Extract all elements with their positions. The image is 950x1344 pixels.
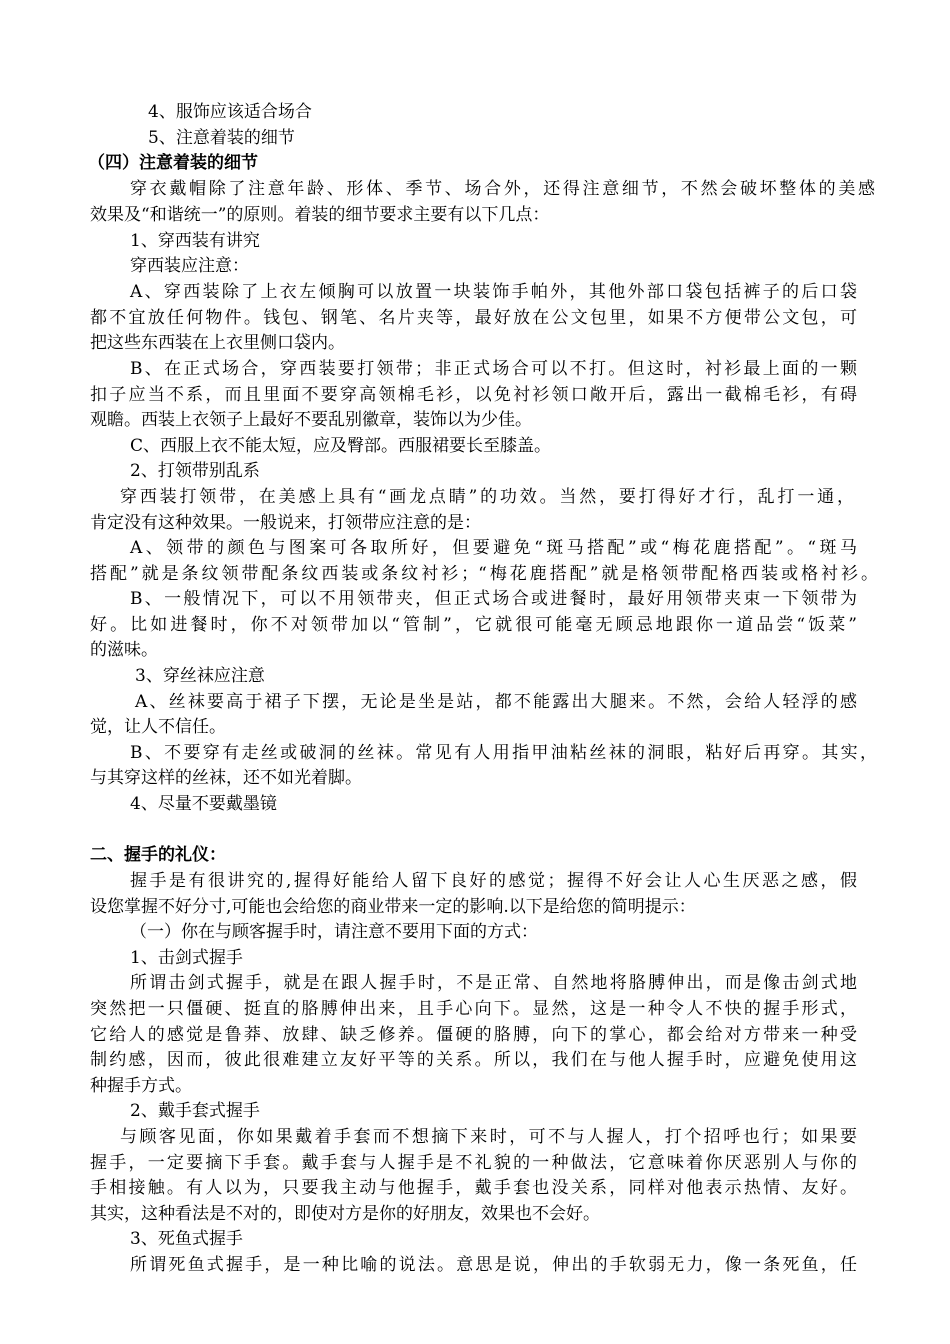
paragraph-line: 效果及“和谐统一”的原则。着装的细节要求主要有以下几点： bbox=[90, 205, 550, 225]
paragraph-line: 握手是有很讲究的,握得好能给人留下良好的感觉；握得不好会让人心生厌恶之感，假 bbox=[130, 871, 857, 891]
paragraph-line: 的滋味。 bbox=[90, 640, 158, 660]
paragraph-line: 搭配”就是条纹领带配条纹西装或条纹衬衫；“梅花鹿搭配”就是格领带配格西装或格衬衫。 bbox=[90, 564, 878, 584]
section-heading: 二、握手的礼仪： bbox=[90, 845, 226, 865]
paragraph-line: 握手，一定要摘下手套。戴手套与人握手是不礼貌的一种做法，它意味着你厌恶别人与你的 bbox=[90, 1153, 857, 1173]
paragraph-line: 穿西装打领带，在美感上具有“画龙点睛”的功效。当然，要打得好才行，乱打一通， bbox=[120, 487, 854, 507]
paragraph-line: 制约感，因而，彼此很难建立友好平等的关系。所以，我们在与他人握手时，应避免使用这 bbox=[90, 1050, 857, 1070]
paragraph-line: A、领带的颜色与图案可各取所好，但要避免“斑马搭配”或“梅花鹿搭配”。“斑马 bbox=[130, 538, 857, 558]
item-heading: 1、穿西装有讲究 bbox=[130, 231, 260, 251]
paragraph-line: B、不要穿有走丝或破洞的丝袜。常见有人用指甲油粘丝袜的洞眼，粘好后再穿。其实， bbox=[130, 743, 877, 763]
paragraph-line: 观瞻。西装上衣领子上最好不要乱别徽章，装饰以为少佳。 bbox=[90, 410, 532, 430]
paragraph-line: 穿衣戴帽除了注意年龄、形体、季节、场合外，还得注意细节，不然会破坏整体的美感 bbox=[130, 179, 875, 199]
paragraph-line: A、穿西装除了上衣左倾胸可以放置一块装饰手帕外，其他外部口袋包括裤子的后口袋 bbox=[130, 282, 857, 302]
item-heading: 3、穿丝袜应注意 bbox=[135, 666, 265, 686]
paragraph-line: 觉，让人不信任。 bbox=[90, 717, 226, 737]
item-heading: 1、击剑式握手 bbox=[130, 948, 243, 968]
paragraph-line: 与顾客见面，你如果戴着手套而不想摘下来时，可不与人握人，打个招呼也行；如果要 bbox=[120, 1127, 857, 1147]
list-item: 4、服饰应该适合场合 bbox=[148, 102, 312, 122]
paragraph-line: B、一般情况下，可以不用领带夹，但正式场合或进餐时，最好用领带夹束一下领带为 bbox=[130, 589, 857, 609]
paragraph-line: 都不宜放任何物件。钱包、钢笔、名片夹等，最好放在公文包里，如果不方便带公文包，可 bbox=[90, 308, 857, 328]
paragraph-line: 其实，这种看法是不对的，即使对方是你的好朋友，效果也不会好。 bbox=[90, 1204, 600, 1224]
paragraph-line: 所谓击剑式握手，就是在跟人握手时，不是正常、自然地将胳膊伸出，而是像击剑式地 bbox=[130, 973, 857, 993]
section-heading: （四）注意着装的细节 bbox=[88, 153, 258, 173]
paragraph-line: 肯定没有这种效果。一般说来，打领带应注意的是： bbox=[90, 513, 481, 533]
paragraph-line: 突然把一只僵硬、挺直的胳膊伸出来，且手心向下。显然，这是一种令人不快的握手形式， bbox=[90, 999, 857, 1019]
paragraph-line: 扣子应当不系，而且里面不要穿高领棉毛衫，以免衬衫领口敞开后，露出一截棉毛衫，有碍 bbox=[90, 385, 857, 405]
paragraph-line: 手相接触。有人以为，只要我主动与他握手，戴手套也没关系，同样对他表示热情、友好。 bbox=[90, 1178, 857, 1198]
paragraph-line: C、西服上衣不能太短，应及臀部。西服裙要长至膝盖。 bbox=[130, 436, 552, 456]
item-heading: 3、死鱼式握手 bbox=[130, 1229, 243, 1249]
paragraph-line: A、丝袜要高于裙子下摆，无论是坐是站，都不能露出大腿来。不然，会给人轻浮的感 bbox=[135, 692, 857, 712]
list-item: 5、注意着装的细节 bbox=[148, 128, 295, 148]
paragraph-line: 种握手方式。 bbox=[90, 1076, 192, 1096]
paragraph-line: 所谓死鱼式握手，是一种比喻的说法。意思是说，伸出的手软弱无力，像一条死鱼，任 bbox=[130, 1255, 857, 1275]
item-heading: 2、戴手套式握手 bbox=[130, 1101, 260, 1121]
item-heading: 2、打领带别乱系 bbox=[130, 461, 260, 481]
item-subheading: 穿西装应注意： bbox=[130, 256, 249, 276]
paragraph-line: 设您掌握不好分寸,可能也会给您的商业带来一定的影响.以下是给您的简明提示： bbox=[90, 897, 696, 917]
paragraph-line: 它给人的感觉是鲁莽、放肆、缺乏修养。僵硬的胳膊，向下的掌心，都会给对方带来一种受 bbox=[90, 1025, 857, 1045]
item-heading: 4、尽量不要戴墨镜 bbox=[130, 794, 277, 814]
paragraph-line: 好。比如进餐时，你不对领带加以“管制”，它就很可能毫无顾忌地跟你一道品尝“饭菜” bbox=[90, 615, 857, 635]
paragraph-line: 把这些东西装在上衣里侧口袋内。 bbox=[90, 333, 345, 353]
subsection-heading: （一）你在与顾客握手时，请注意不要用下面的方式： bbox=[130, 922, 538, 942]
paragraph-line: B、在正式场合，穿西装要打领带；非正式场合可以不打。但这时，衬衫最上面的一颗 bbox=[130, 359, 857, 379]
paragraph-line: 与其穿这样的丝袜，还不如光着脚。 bbox=[90, 768, 362, 788]
